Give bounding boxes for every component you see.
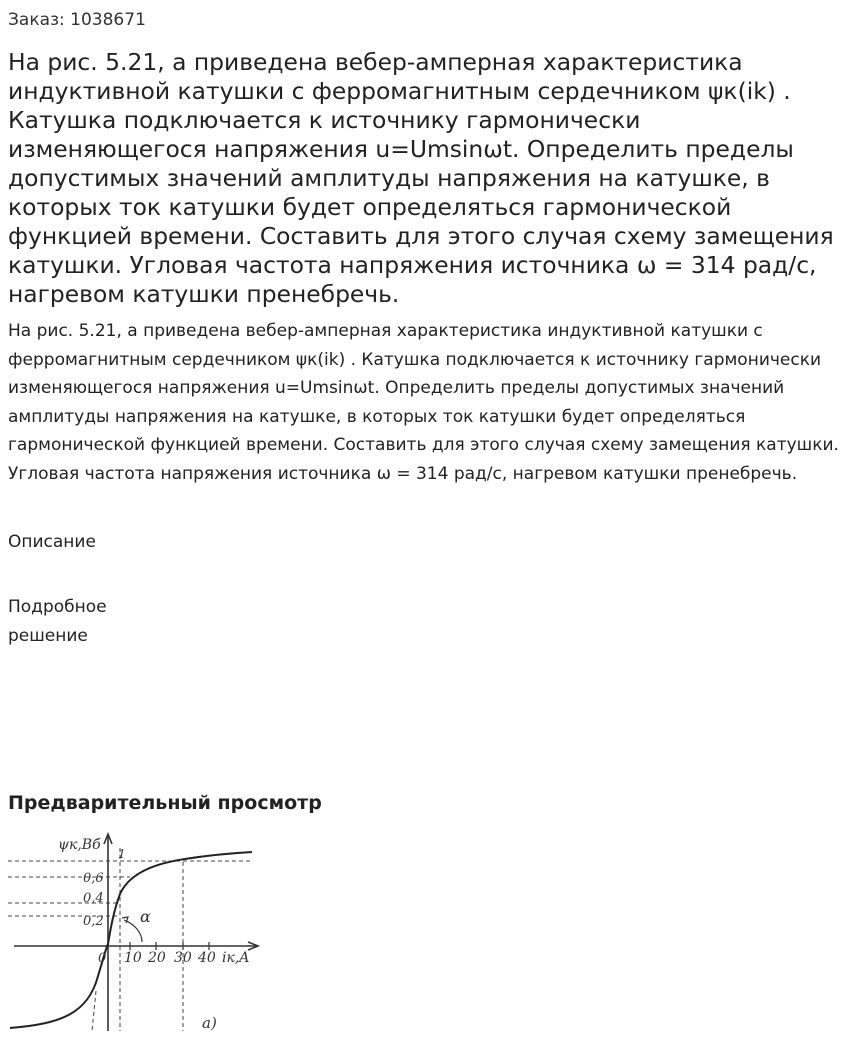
top-tick-label: 1 xyxy=(118,847,126,861)
preview-figure xyxy=(0,826,270,1039)
y-tick-label-02: 0,2 xyxy=(83,914,104,929)
characteristic-curve xyxy=(10,852,252,1028)
x-tick-label-10: 10 xyxy=(124,950,142,966)
y-axis-label: ψк,Вб xyxy=(58,837,101,853)
y-tick-label-04: 0,4 xyxy=(83,891,104,906)
origin-label: 0 xyxy=(98,951,107,966)
problem-body: На рис. 5.21, а приведена вебер-амперная характеристика индуктивной катушки с ферромагнитным сердечником ψк(ik) . Катушка подключается к источнику гармонически изменяющегося напряжения u=Umsinωt. Определить пределы допустимых значений амплитуды напряжения на катушке, в которых ток катушки будет определяться гармонической функцией времени. Составить для этого случая схему замещения катушки. Угловая частота напряжения источника ω = 314 рад/с, нагревом катушки пренебречь. xyxy=(8,321,839,484)
x-axis-label: iк,A xyxy=(222,950,250,966)
problem-title: На рис. 5.21, а приведена вебер-амперная характеристика индуктивной катушки с ферромагнитным сердечником ψк(ik) . Катушка подключается к источнику гармонически изменяющегося напряжения u=Umsinωt. Определить пределы допустимых значений амплитуды напряжения на катушке, в которых ток катушки будет определяться гармонической функцией времени. Составить для этого случая схему замещения катушки. Угловая частота напряжения источника ω = 314 рад/с, нагревом катушки пренебречь. xyxy=(8,48,834,308)
x-tick-label-30: 30 xyxy=(174,950,192,966)
angle-label: α xyxy=(140,907,151,926)
order-number: Заказ: 1038671 xyxy=(8,10,146,30)
y-tick-label-06: 0,6 xyxy=(83,871,104,886)
solution-label-line1: Подробное xyxy=(8,597,107,617)
detailed-solution-label[interactable] xyxy=(8,593,148,651)
x-tick-label-20: 20 xyxy=(148,950,166,966)
grid-line-vertical-neg xyxy=(92,991,96,1031)
x-tick-label-40: 40 xyxy=(198,950,216,966)
description-label: Описание xyxy=(8,532,96,552)
weber-ampere-characteristic-figure xyxy=(0,826,270,1039)
figure-caption: а) xyxy=(202,1014,217,1032)
solution-label-line2: решение xyxy=(8,626,88,646)
preview-heading: Предварительный просмотр xyxy=(8,792,322,814)
